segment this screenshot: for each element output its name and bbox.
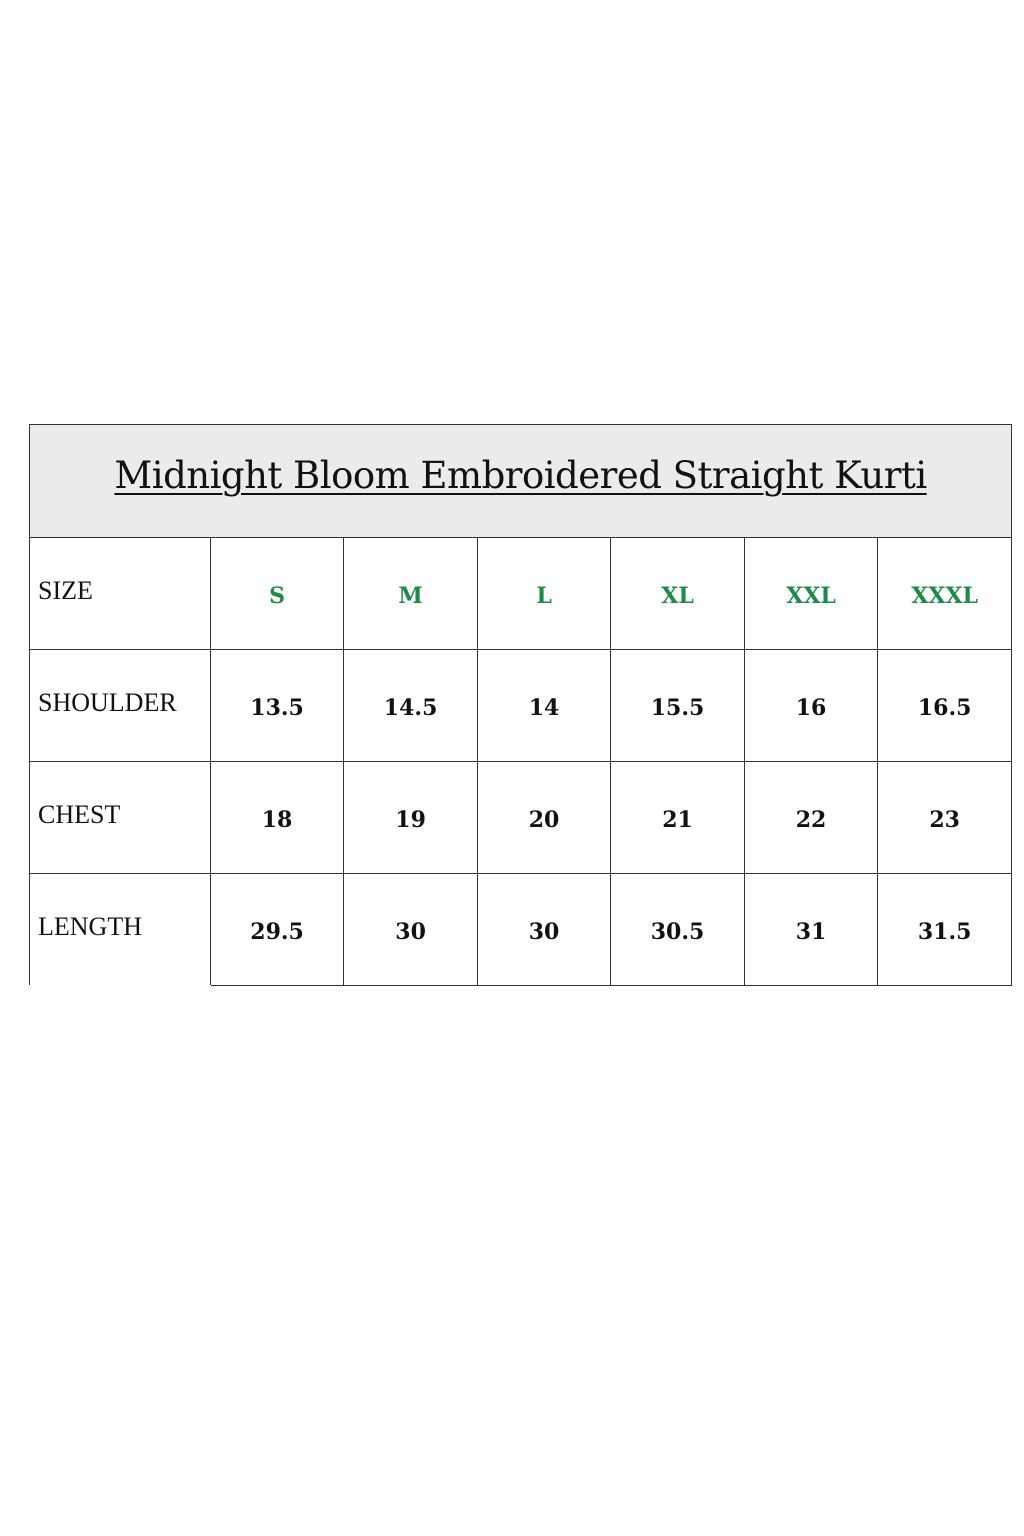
table-row-shoulder [30, 650, 1012, 762]
size-cell: L [477, 538, 610, 650]
size-cell: XXXL [878, 538, 1012, 650]
chart-title: Midnight Bloom Embroidered Straight Kurti [114, 453, 927, 497]
title-bar [29, 424, 1012, 538]
value-cell: 31.5 [878, 874, 1012, 986]
row-label-shoulder: SHOULDER [30, 650, 211, 762]
value-cell: 30.5 [611, 874, 745, 986]
value-cell: 16.5 [878, 650, 1012, 762]
row-label-size: SIZE [30, 538, 211, 650]
value-cell: 14.5 [344, 650, 478, 762]
table-row-chest [30, 762, 1012, 874]
table-row-length [30, 874, 1012, 986]
value-cell: 15.5 [611, 650, 745, 762]
table-row-size [30, 538, 1012, 650]
value-cell: 23 [878, 762, 1012, 874]
row-label-length: LENGTH [30, 874, 211, 986]
value-cell: 29.5 [210, 874, 344, 986]
size-cell: M [344, 538, 478, 650]
size-chart [29, 424, 1012, 990]
size-cell: S [210, 538, 344, 650]
value-cell: 31 [744, 874, 878, 986]
value-cell: 22 [744, 762, 878, 874]
size-table [29, 537, 1012, 986]
value-cell: 13.5 [210, 650, 344, 762]
value-cell: 19 [344, 762, 478, 874]
value-cell: 30 [477, 874, 610, 986]
size-cell: XL [611, 538, 745, 650]
size-cell: XXL [744, 538, 878, 650]
value-cell: 20 [477, 762, 610, 874]
value-cell: 21 [611, 762, 745, 874]
value-cell: 16 [744, 650, 878, 762]
value-cell: 18 [210, 762, 344, 874]
value-cell: 30 [344, 874, 478, 986]
value-cell: 14 [477, 650, 610, 762]
row-label-chest: CHEST [30, 762, 211, 874]
